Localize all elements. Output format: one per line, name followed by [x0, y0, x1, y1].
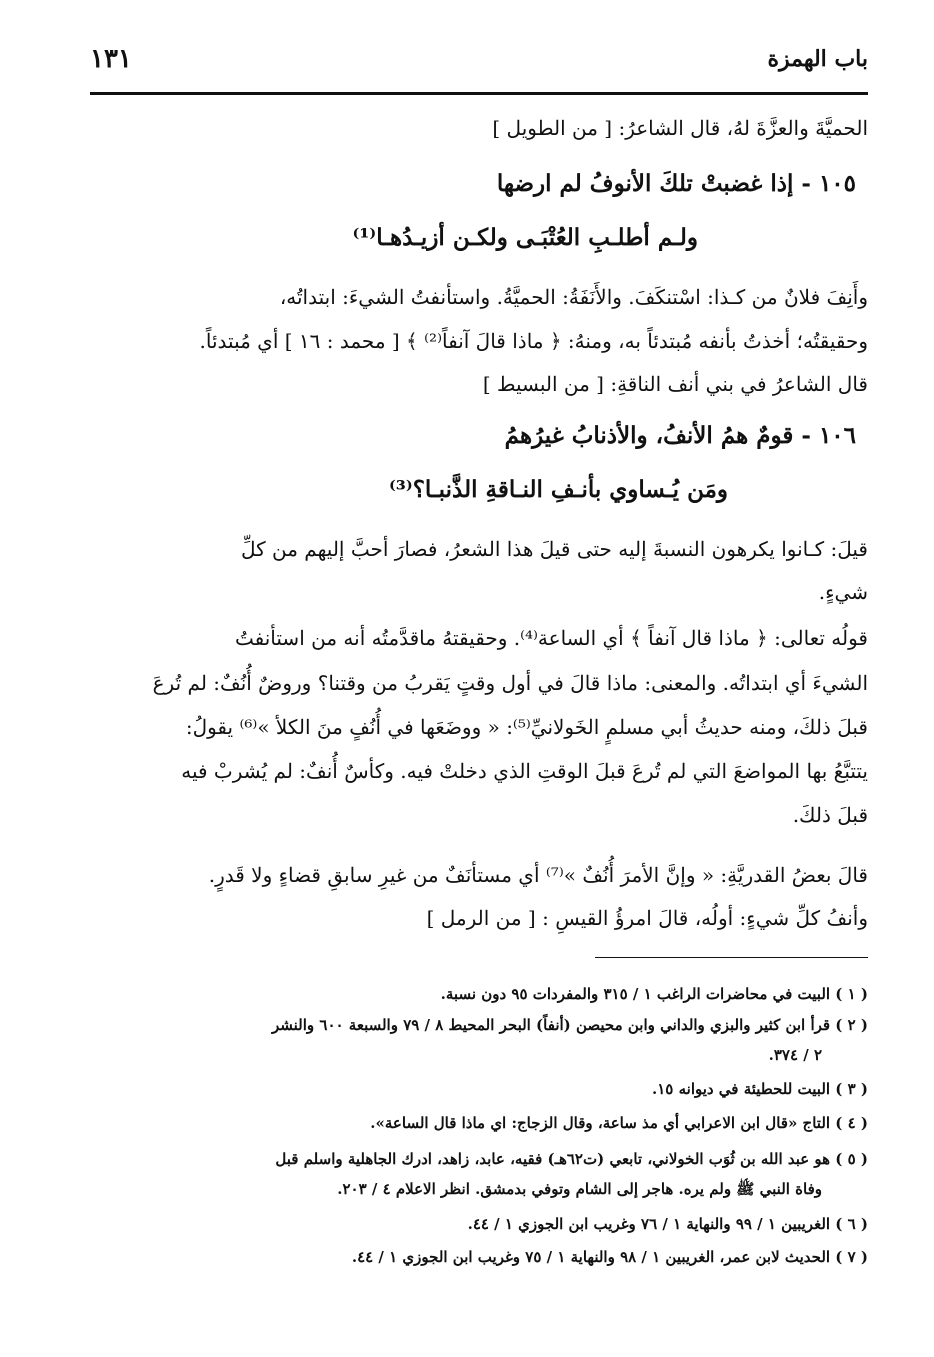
footnote-2: ( ٢ ) قرأ ابن كثير والبزي والداني وابن محيصن (أنفاً) البحر المحيط ٨ / ٧٩ والسبعة ٦٠٠ والنشر	[272, 1016, 868, 1034]
text-line: الشيءَ أي ابتداتُه. والمعنى: ماذا قالَ في أول وقتٍ يَقربُ من وقتنا؟ وروضٌ أُنُفٌ: لم تُرعَ	[152, 671, 868, 695]
text-line: قبلَ ذلكَ.	[792, 803, 868, 827]
text-line: قيلَ: كـانوا يكرهون النسبةَ إليه حتى قيلَ هذا الشعرُ، فصارَ أحبَّ إليهم من كلِّ	[240, 537, 868, 561]
page-number: ١٣١	[90, 44, 132, 74]
footnote-5-continued: وفاة النبي ﷺ ولم يره. هاجر إلى الشام وتوفي بدمشق. انظر الاعلام ٤ / ٢٠٣.	[337, 1180, 822, 1198]
verse-106-first-hemistich: ١٠٦ - قومٌ همُ الأنفُ، والأذنابُ غيرُهمُ	[504, 422, 856, 449]
text-line: قبلَ ذلكَ، ومنه حديثُ أبي مسلمٍ الخَولانيِّ⁽⁵⁾: « ووضَعَها في أُنُفٍ منَ الكلأ »⁽⁶⁾ يقولُ:	[185, 715, 868, 739]
text-line: وحقيقتُه؛ أخذتُ بأنفه مُبتدئاً به، ومنهُ: ﴿ ماذا قالَ آنفاً⁽²⁾ ﴾ [ محمد : ١٦ ] أي مُبتدئاً.	[199, 329, 868, 353]
chapter-title: باب الهمزة	[767, 46, 868, 72]
footnote-4: ( ٤ ) التاج «قال ابن الاعرابي أي مذ ساعة، وقال الزجاج: اي ماذا قال الساعة».	[370, 1114, 868, 1132]
footnote-divider	[595, 957, 868, 958]
verse-105-second-hemistich: ولـم أطلـبِ العُتْبَـى ولكـن أزيـدُهـا⁽¹⁾	[352, 224, 698, 251]
text-line: وأنفُ كلِّ شيءٍ: أولُه، قالَ امرؤُ القيسِ : [ من الرمل ]	[426, 906, 868, 930]
text-line: يتتبَّعُ بها المواضعَ التي لم تُرعَ قبلَ الوقتِ الذي دخلتْ فيه. وكأسٌ أُنفٌ: لم يُشربْ فيه	[181, 759, 868, 783]
footnote-6: ( ٦ ) الغريبين ١ / ٩٩ والنهاية ١ / ٧٦ وغريب ابن الجوزي ١ / ٤٤.	[467, 1215, 868, 1233]
text-line: شيءٍ.	[818, 580, 868, 604]
footnote-7: ( ٧ ) الحديث لابن عمر، الغريبين ١ / ٩٨ والنهاية ١ / ٧٥ وغريب ابن الجوزي ١ / ٤٤.	[351, 1248, 868, 1266]
text-line: قولُه تعالى: ﴿ ماذا قال آنفاً ﴾ أي الساعة⁽⁴⁾. وحقيقتهُ ماقدَّمتُه أنه من استأنفتُ	[234, 626, 868, 650]
footnote-2-continued: ٢ / ٣٧٤.	[768, 1046, 822, 1064]
text-line: قال الشاعرُ في بني أنف الناقةِ: [ من البسيط ]	[482, 372, 868, 396]
text-line: الحميَّةَ والعزَّةَ لهُ، قال الشاعرُ: [ من الطويل ]	[492, 116, 868, 140]
verse-106-second-hemistich: ومَن يُـساوي بأنـفِ النـاقةِ الذَّنبـا؟⁽³⁾	[388, 476, 728, 503]
footnote-5: ( ٥ ) هو عبد الله بن ثُوَب الخولاني، تابعي (ت٦٢هـ) فقيه، عابد، زاهد، ادرك الجاهلية واسلم قبل	[275, 1150, 868, 1168]
text-line: قالَ بعضُ القدريَّةِ: « وإنَّ الأمرَ أُنُفٌ »⁽⁷⁾ أي مستأنَفٌ من غيرِ سابقِ قضاءٍ ولا قَدرٍ.	[208, 863, 868, 887]
footnote-3: ( ٣ ) البيت للحطيئة في ديوانه ١٥.	[652, 1080, 868, 1098]
text-line: وأَنِفَ فلانٌ من كـذا: اسْتنكَفَ. والأَنَفَةُ: الحميَّةُ. واستأنفتُ الشيءَ: ابتداتُه،	[279, 285, 868, 309]
footnote-1: ( ١ ) البيت في محاضرات الراغب ١ / ٣١٥ والمفردات ٩٥ دون نسبة.	[440, 985, 868, 1003]
page-header	[90, 40, 868, 95]
verse-105-first-hemistich: ١٠٥ - إذا غضبتْ تلكَ الأنوفُ لم ارضها	[496, 170, 856, 197]
